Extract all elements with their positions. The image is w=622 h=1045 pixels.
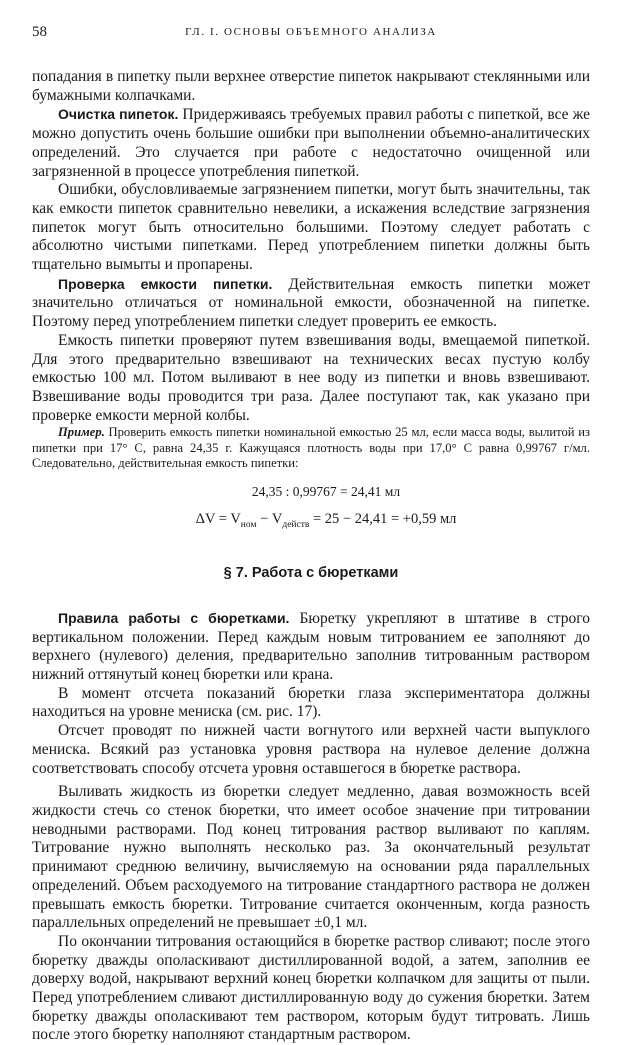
paragraph: Ошибки, обусловливаемые загрязнением пипетки, могут быть значительны, так как емкости пипеток сравнительно невелики, а искажения вследствие загрязнения пипеток могут быть относительно большими. Поэтому следует работать с абсолютно чистыми пипетками. Перед употреблением пипетки должны быть тщательно вымыты и пропарены. xyxy=(32,181,590,274)
paragraph-lead: Очистка пипеток. xyxy=(58,106,179,123)
formula-delta-v: $\Delta V = V_{ном} - V_{действ} = 25 - 24,41 = +0,59$ мл xyxy=(195,510,457,530)
section-title: § 7. Работа с бюретками xyxy=(223,565,399,582)
page-header xyxy=(32,24,590,46)
paragraph: попадания в пипетку пыли верхнее отверстие пипеток накрывают стеклянными или бумажными колпачками. xyxy=(32,68,590,104)
running-title: ГЛ. I. ОСНОВЫ ОБЪЕМНОГО АНАЛИЗА xyxy=(185,26,437,38)
paragraph-lead: Правила работы с бюретками. xyxy=(58,609,290,626)
paragraph: В момент отсчета показаний бюретки глаза экспериментатора должны находиться на уровне мениска (см. рис. 17). xyxy=(32,684,590,721)
paragraph-pipette-cleaning: Очистка пипеток. Придерживаясь требуемых правил работы с пипеткой, все же можно допустить очень большие ошибки при выполнении объемно-аналитических определений. Это случается при работе с недостаточно очищенной или загрязненной в процессе употребления пипеткой. xyxy=(32,106,590,180)
example-label: Пример. xyxy=(58,425,105,440)
formula-capacity: 24,35 : 0,99767 = 24,41 мл xyxy=(251,483,401,499)
book-page xyxy=(32,24,590,1045)
paragraph: Выливать жидкость из бюретки следует медленно, давая возможность всей жидкости стечь со стенок бюретки, что имеет особое значение при титровании неводными растворами. Под конец титрования раствор выливают по каплям. Титрование нужно выполнять несколько раз. За окончательный результат принимают среднюю величину, вычисляемую на основании ряда параллельных определений. Объем расходуемого на титрование стандартного раствора не должен превышать емкость бюретки. Титрование считается оконченным, когда разность параллельных определений не превышает ±0,1 мл. xyxy=(32,783,590,932)
paragraph: Отсчет проводят по нижней части вогнутого или верхней части выпуклого мениска. Всякий раз установка уровня раствора на нулевое деление должна соответствовать способу отсчета уровня оставшегося в бюретке раствора. xyxy=(32,722,590,777)
paragraph-burette-rules: Правила работы с бюретками. Бюретку укрепляют в штативе в строго вертикальном положении. Перед каждым новым титрованием ее заполняют до верхнего (нулевого) деления, предварительно заполнив титрованным раствором нижний оттянутый конец бюретки или крана. xyxy=(32,609,590,684)
example-block: Пример. Проверить емкость пипетки номинальной емкостью 25 мл, если масса воды, вылитой из пипетки при 17° С, равна 24,35 г. Кажущаяся плотность воды при 17,0° С равна 0,99767 г/мл. Следовательно, действительная емкость пипетки: xyxy=(32,425,590,470)
paragraph: Емкость пипетки проверяют путем взвешивания воды, вмещаемой пипеткой. Для этого предварительно взвешивают на технических весах пустую колбу емкостью 100 мл. Потом выливают в нее воду из пипетки и вновь взвешивают. Взвешивание воды проводится три раза. Далее поступают так, как указано при проверке емкости мерной колбы. xyxy=(32,331,590,424)
paragraph-lead: Проверка емкости пипетки. xyxy=(58,275,273,292)
paragraph-pipette-capacity-check: Проверка емкости пипетки. Действительная емкость пипетки может значительно отличаться от номинальной емкости, обозначенной на пипетке. Поэтому перед употреблением пипетки следует проверить ее емкость. xyxy=(32,275,591,331)
paragraph: По окончании титрования остающийся в бюретке раствор сливают; после этого бюретку дважды ополаскивают дистиллированной водой, а затем, заполнив ее доверху водой, накрывают верхний конец бюретки колпачком для защиты от пыли. Перед употреблением сливают дистиллированную воду до сужения бюретки. Затем бюретку дважды ополаскивают тем раствором, которым будут титровать. Лишь после этого бюретку наполняют стандартным раствором. xyxy=(32,932,590,1044)
page-number: 58 xyxy=(32,24,47,40)
body-text xyxy=(32,68,590,1045)
